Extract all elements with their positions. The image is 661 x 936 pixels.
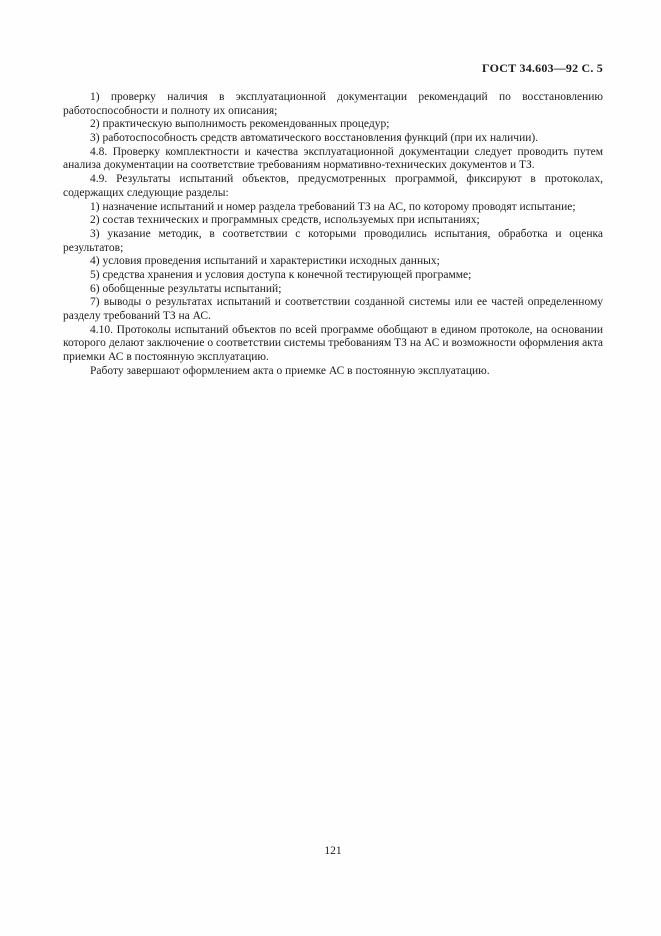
- protocol-section-4-conditions: 4) условия проведения испытаний и характеристики исходных данных;: [90, 255, 440, 268]
- protocol-section-3-methods: 3) указание методик, в соответствии с которыми проводились испытания, обработка и оценка результатов;: [63, 227, 603, 254]
- protocol-section-1-purpose: 1) назначение испытаний и номер раздела требований ТЗ на АС, по которому проводят испытание;: [90, 200, 576, 213]
- list-item-3-auto-recovery: 3) работоспособность средств автоматического восстановления функций (при их наличии).: [90, 132, 539, 145]
- clause-4-9: 4.9. Результаты испытаний объектов, предусмотренных программой, фиксируют в протоколах, содержащих следующие разделы:: [63, 173, 603, 199]
- protocol-section-5-storage: 5) средства хранения и условия доступа к конечной тестирующей программе;: [90, 268, 472, 281]
- list-item-2-procedure-feasibility: 2) практическую выполнимость рекомендованных процедур;: [90, 118, 390, 131]
- document-body: [63, 91, 603, 378]
- clause-4-10: 4.10. Протоколы испытаний объектов по всей программе обобщают в едином протоколе, на основании которого делают заключение о соответствии системы требованиям ТЗ на АС и возможности оформления акта приемки АС в постоянную эксплуатацию.: [63, 323, 603, 364]
- protocol-section-2-tools: 2) состав технических и программных средств, используемых при испытаниях;: [90, 214, 480, 227]
- gost-standard-header: ГОСТ 34.603—92 С. 5: [482, 61, 603, 75]
- protocol-section-7-conclusions: 7) выводы о результатах испытаний и соответствии созданной системы или ее частей определенному разделу требований ТЗ на АС.: [63, 296, 603, 322]
- list-item-1-recovery-recommendations: 1) проверку наличия в эксплуатационной документации рекомендаций по восстановлению работоспособности и полноту их описания;: [63, 91, 603, 117]
- closing-paragraph: Работу завершают оформлением акта о приемке АС в постоянную эксплуатацию.: [90, 364, 490, 377]
- page-number: 121: [324, 845, 342, 857]
- clause-4-8: 4.8. Проверку комплектности и качества эксплуатационной документации следует проводить путем анализа документации на соответствие требованиям нормативно-технических документов и ТЗ.: [63, 145, 603, 172]
- protocol-section-6-results: 6) обобщенные результаты испытаний;: [90, 282, 282, 295]
